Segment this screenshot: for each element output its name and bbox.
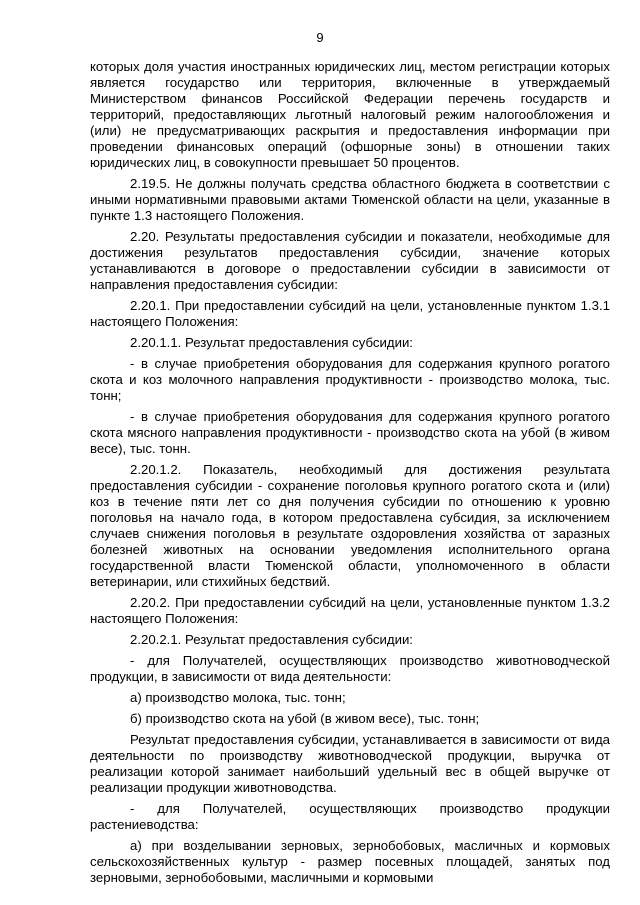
list-item-milk-production: а) производство молока, тыс. тонн; <box>130 690 346 705</box>
paragraph-2-20-2: 2.20.2. При предоставлении субсидий на цели, установленные пунктом 1.3.2 настоящего Положения: <box>90 595 610 626</box>
paragraph-2-20-1-1: 2.20.1.1. Результат предоставления субсидии: <box>130 335 413 350</box>
paragraph-2-20-1: 2.20.1. При предоставлении субсидий на цели, установленные пунктом 1.3.1 настоящего Положения: <box>90 298 610 329</box>
page-number: 9 <box>316 30 324 45</box>
paragraph-result-determination: Результат предоставления субсидии, устанавливается в зависимости от вида деятельности по производству животноводческой продукции, выручка от реализации которой занимает наибольший удельный вес в общей выручке от реализации продукции животноводства. <box>90 732 610 795</box>
list-item-grain-cultivation: а) при возделывании зерновых, зернобобовых, масличных и кормовых сельскохозяйственных культур - размер посевных площадей, занятых под зерновыми, зернобобовыми, масличными и кормовыми <box>90 838 610 885</box>
paragraph-2-20-1-2: 2.20.1.2. Показатель, необходимый для достижения результата предоставления субсидии - сохранение поголовья крупного рогатого скота и (или) коз в течение пяти лет со дня получения субсидии по отношению к уровню поголовья на начало года, в котором предоставлена субсидия, за исключением случаев снижения поголовья в результате оздоровления хозяйства от заразных болезней животных на основании уведомления исполнительного органа государственной власти Тюменской области, уполномоченного в области ветеринарии, или стихийных бедствий. <box>90 462 610 589</box>
paragraph-2-20: 2.20. Результаты предоставления субсидии и показатели, необходимые для достижения результатов предоставления субсидии, значение которых устанавливаются в договоре о предоставлении субсидии в зависимости от направления предоставления субсидии: <box>90 229 610 292</box>
list-item-livestock-producers: - для Получателей, осуществляющих производство животноводческой продукции, в зависимости от вида деятельности: <box>90 653 610 684</box>
paragraph-2-19-5: 2.19.5. Не должны получать средства областного бюджета в соответствии с иными нормативными правовыми актами Тюменской области на цели, указанные в пункте 1.3 настоящего Положения. <box>90 176 610 223</box>
list-item-crop-producers: - для Получателей, осуществляющих производство продукции растениеводства: <box>90 801 610 832</box>
document-body <box>90 59 610 891</box>
list-item-beef-equipment: - в случае приобретения оборудования для содержания крупного рогатого скота мясного направления продуктивности - производство скота на убой (в живом весе), тыс. тонн. <box>90 409 610 456</box>
list-item-dairy-equipment: - в случае приобретения оборудования для содержания крупного рогатого скота и коз молочного направления продуктивности - производство молока, тыс. тонн; <box>90 356 610 403</box>
list-item-cattle-production: б) производство скота на убой (в живом весе), тыс. тонн; <box>130 711 480 726</box>
paragraph-foreign-share: которых доля участия иностранных юридических лиц, местом регистрации которых является государство или территория, включенные в утверждаемый Министерством финансов Российской Федерации перечень государств и территорий, предоставляющих льготный налоговый режим налогообложения и (или) не предусматривающих раскрытия и предоставления информации при проведении финансовых операций (офшорные зоны) в отношении таких юридических лиц, в совокупности превышает 50 процентов. <box>90 59 610 170</box>
paragraph-2-20-2-1: 2.20.2.1. Результат предоставления субсидии: <box>130 632 413 647</box>
